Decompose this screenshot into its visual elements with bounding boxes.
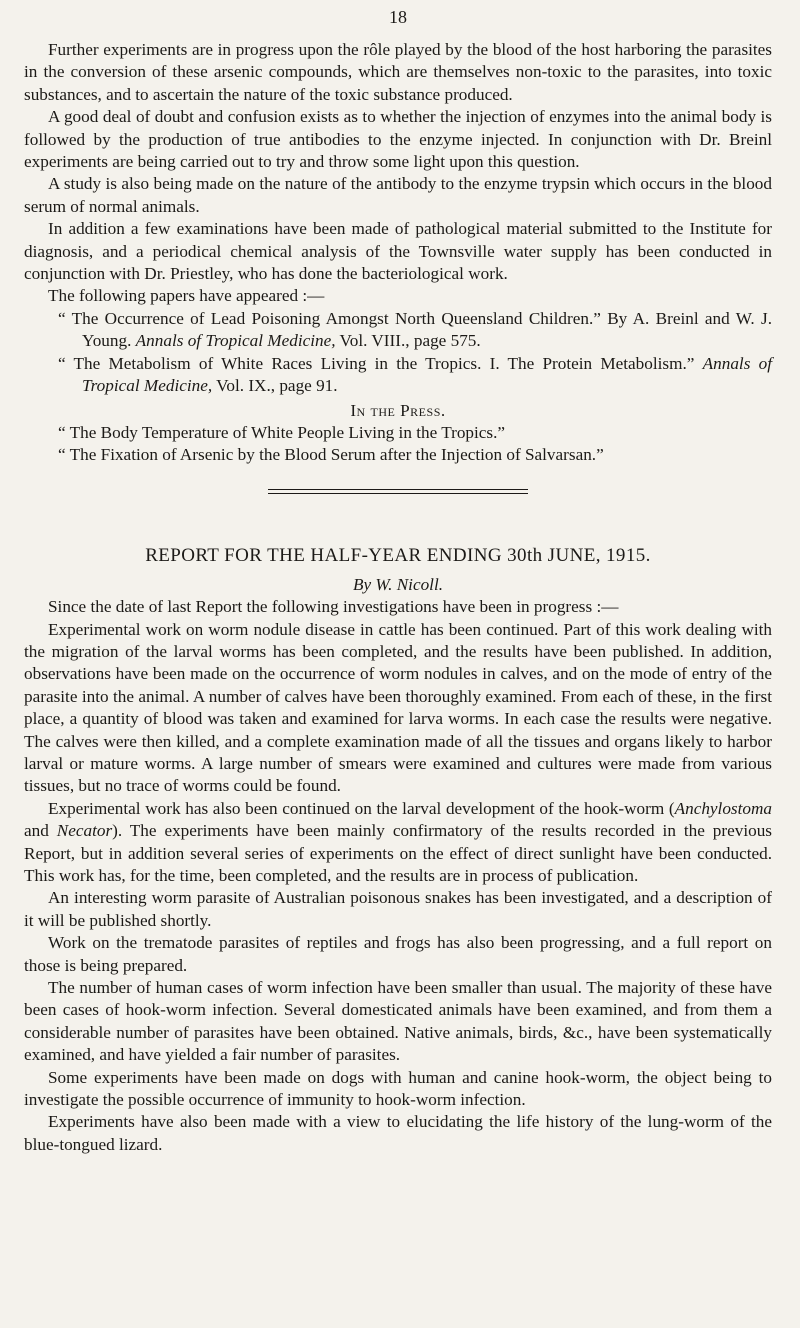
citation-text: “ The Occurrence of Lead Poisoning Amongst North Queensland Children.” By A. Breinl and W. J. Young.: [58, 308, 772, 351]
hookworm-paragraph: [24, 798, 772, 888]
paragraph: Further experiments are in progress upon the rôle played by the blood of the host harboring the parasites in the conversion of these arsenic compounds, which are themselves non-toxic to the parasites, into toxic substances, and to ascertain the nature of the toxic substance produced.: [24, 40, 772, 104]
paragraph: An interesting worm parasite of Australian poisonous snakes has been investigated, and a description of it will be published shortly.: [24, 888, 772, 930]
text-run: and: [24, 821, 57, 841]
press-item: “ The Body Temperature of White People Living in the Tropics.”: [58, 422, 506, 442]
section-divider: [268, 489, 528, 494]
paragraph: Since the date of last Report the following investigations have been in progress :—: [48, 597, 619, 617]
page-number: 18: [389, 7, 407, 27]
genus-name: Anchylostoma: [674, 798, 772, 818]
report-byline: By W. Nicoll.: [352, 574, 444, 594]
journal-title: Annals of Tropical Medicine,: [135, 331, 336, 351]
paragraph: A good deal of doubt and confusion exists as to whether the injection of enzymes into the animal body is followed by the production of true antibodies to the enzyme injected. In conjunction with Dr. Breinl experiments are being carried out to try and throw some light upon this question.: [24, 107, 772, 172]
paragraph: The number of human cases of worm infection have been smaller than usual. The majority of these have been cases of hook-worm infection. Several domesticated animals have been examined, and from them a considerable number of parasites have been obtained. Native animals, birds, &c., have been systematically examined, and have yielded a fair number of parasites.: [24, 978, 772, 1065]
text-run: Experimental work has also been continued on the larval development of the hook-worm (: [48, 798, 675, 818]
institute-report-section: [24, 39, 772, 467]
papers-intro: The following papers have appeared :—: [48, 286, 325, 306]
press-item: “ The Fixation of Arsenic by the Blood Serum after the Injection of Salvarsan.”: [58, 445, 604, 465]
half-year-report-section: [24, 544, 772, 1157]
paper-citation: [24, 353, 772, 398]
report-title: REPORT FOR THE HALF-YEAR ENDING 30th JUNE, 1915.: [145, 544, 651, 566]
paragraph: Experimental work on worm nodule disease in cattle has been continued. Part of this work dealing with the migration of the larval worms has been completed, and the results have been published. In addition, observations have been made on the occurrence of worm nodules in calves, and on the mode of entry of the parasite into the animal. A number of calves have been thoroughly examined. From each of these, in the first place, a quantity of blood was taken and examined for larva worms. In each case the results were negative. The calves were then killed, and a complete examination made of all the tissues and organs likely to harbor larval or mature worms. A large number of smears were examined and cultures were made from various tissues, but no trace of worms could be found.: [24, 619, 772, 796]
paragraph: Work on the trematode parasites of reptiles and frogs has also been progressing, and a full report on those is being prepared.: [24, 933, 772, 975]
text-run: ). The experiments have been mainly confirmatory of the results recorded in the previous Report, but in addition several series of experiments on the effect of direct sunlight have been conducted. This work has, for the time, been completed, and the results are in process of publication.: [24, 821, 772, 885]
journal-title: Annals of Tropical Medicine,: [82, 353, 773, 396]
paragraph: In addition a few examinations have been made of pathological material submitted to the Institute for diagnosis, and a periodical chemical analysis of the Townsville water supply has been conducted in conjunction with Dr. Priestley, who has done the bacteriological work.: [24, 219, 772, 284]
citation-reference: Vol. IX., page 91.: [216, 376, 338, 396]
citation-reference: Vol. VIII., page 575.: [339, 331, 481, 351]
paragraph: A study is also being made on the nature of the antibody to the enzyme trypsin which occurs in the blood serum of normal animals.: [24, 174, 772, 216]
in-press-heading: In the Press.: [350, 400, 446, 420]
paragraph: Experiments have also been made with a view to elucidating the life history of the lung-worm of the blue-tongued lizard.: [24, 1112, 772, 1154]
citation-text: “ The Metabolism of White Races Living in the Tropics. I. The Protein Metabolism.”: [58, 353, 695, 373]
paper-citation: [24, 308, 772, 353]
paragraph: Some experiments have been made on dogs with human and canine hook-worm, the object being to investigate the possible occurrence of immunity to hook-worm infection.: [24, 1067, 772, 1110]
genus-name: Necator: [56, 821, 113, 841]
